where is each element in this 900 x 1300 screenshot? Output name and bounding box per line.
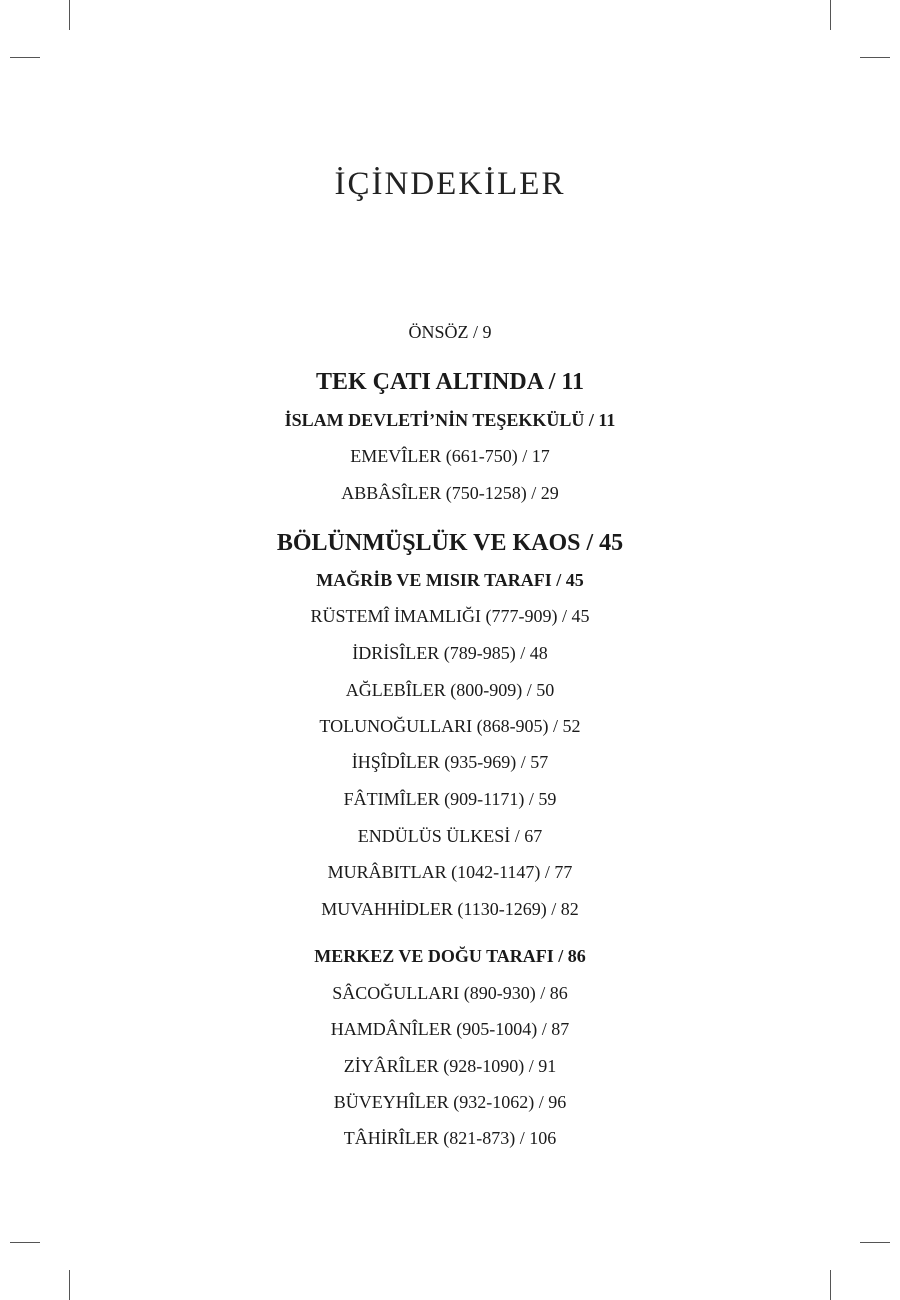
- toc-part-heading: BÖLÜNMÜŞLÜK VE KAOS / 45: [276, 530, 624, 556]
- toc-entry: RÜSTEMÎ İMAMLIĞI (777-909) / 45: [310, 606, 590, 626]
- toc-entry: ZİYÂRÎLER (928-1090) / 91: [343, 1056, 557, 1076]
- toc-entry: ÖNSÖZ / 9: [408, 322, 492, 342]
- toc-entry: ENDÜLÜS ÜLKESİ / 67: [357, 826, 543, 846]
- toc-entry: SÂCOĞULLARI (890-930) / 86: [332, 983, 568, 1003]
- toc-entry: BÜVEYHÎLER (932-1062) / 96: [333, 1092, 567, 1112]
- crop-mark-bottom-left: [69, 1270, 70, 1300]
- crop-mark-right-top: [860, 57, 890, 58]
- crop-mark-top-left: [69, 0, 70, 30]
- crop-mark-left-top: [10, 57, 40, 58]
- toc-section-heading: MERKEZ VE DOĞU TARAFI / 86: [314, 946, 586, 966]
- toc-entry: ABBÂSÎLER (750-1258) / 29: [341, 483, 559, 503]
- toc-entry: FÂTIMÎLER (909-1171) / 59: [343, 789, 557, 809]
- crop-mark-left-bottom: [10, 1242, 40, 1243]
- crop-mark-right-bottom: [860, 1242, 890, 1243]
- toc-section-heading: MAĞRİB VE MISIR TARAFI / 45: [316, 570, 584, 590]
- toc-entry: TOLUNOĞULLARI (868-905) / 52: [319, 716, 581, 736]
- toc-entry: İDRİSÎLER (789-985) / 48: [352, 643, 548, 663]
- toc-entry: İHŞÎDÎLER (935-969) / 57: [351, 752, 549, 772]
- crop-mark-top-right: [830, 0, 831, 30]
- toc-entry: MURÂBITLAR (1042-1147) / 77: [327, 862, 573, 882]
- toc-entry: EMEVÎLER (661-750) / 17: [350, 446, 550, 466]
- toc-entry: AĞLEBÎLER (800-909) / 50: [345, 680, 555, 700]
- crop-mark-bottom-right: [830, 1270, 831, 1300]
- page-title: İÇİNDEKİLER: [334, 166, 566, 202]
- toc-entry: MUVAHHİDLER (1130-1269) / 82: [321, 899, 579, 919]
- toc-section-heading: İSLAM DEVLETİ’NİN TEŞEKKÜLÜ / 11: [284, 410, 616, 430]
- toc-entry: HAMDÂNÎLER (905-1004) / 87: [330, 1019, 570, 1039]
- toc-entry: TÂHİRÎLER (821-873) / 106: [343, 1128, 557, 1148]
- toc-part-heading: TEK ÇATI ALTINDA / 11: [315, 369, 585, 395]
